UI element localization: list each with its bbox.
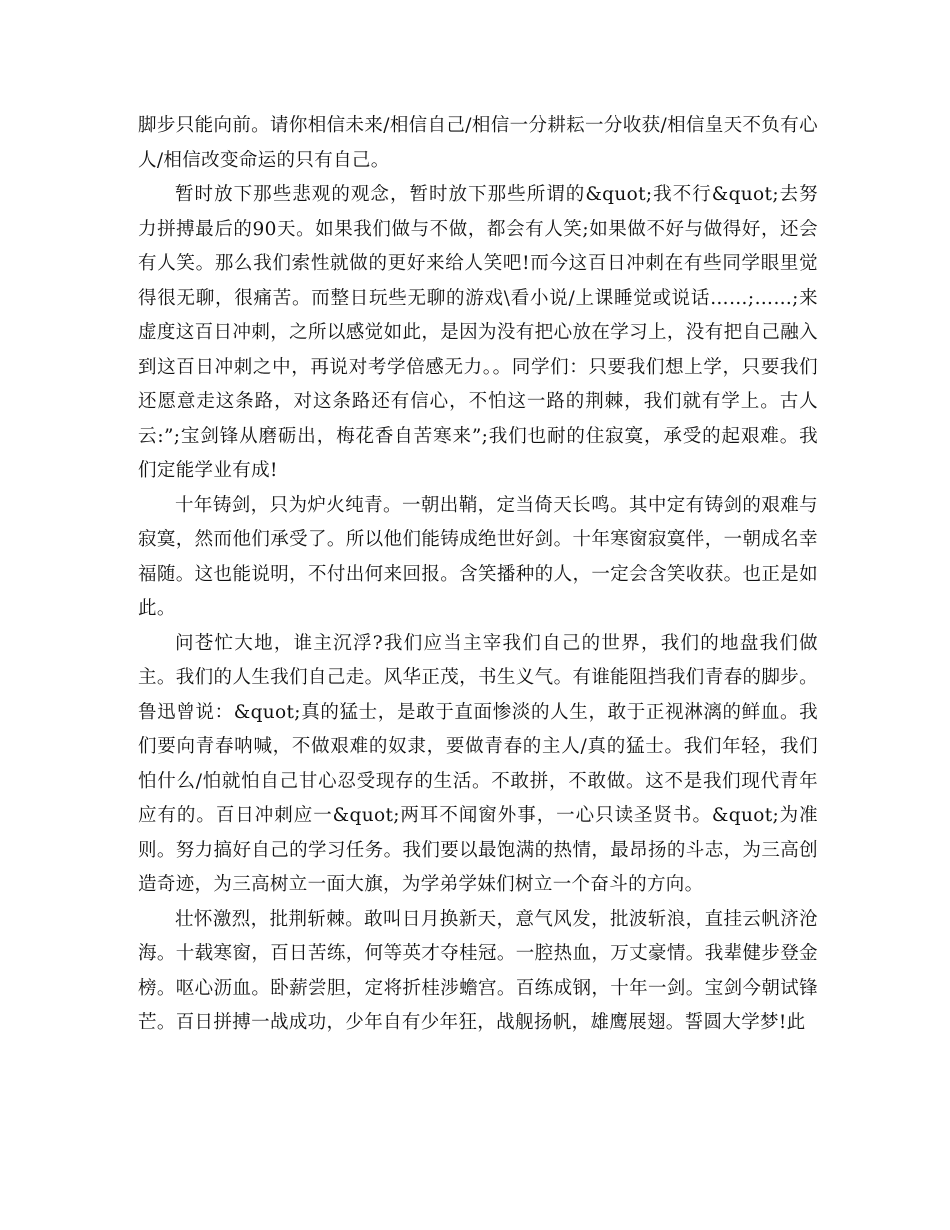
document-page [138,109,818,1041]
paragraph-4: 问苍忙大地，谁主沉浮?我们应当主宰我们自己的世界，我们的地盘我们做主。我们的人生我们自己走。风华正茂，书生义气。有谁能阻挡我们青春的脚步。鲁迅曾说：&quot;真的猛士，是敢于直面惨淡的人生，敢于正视淋漓的鲜血。我们要向青春呐喊，不做艰难的奴隶，要做青春的主人/真的猛士。我们年轻，我们怕什么/怕就怕自己甘心忍受现存的生活。不敢拼，不敢做。这不是我们现代青年应有的。百日冲刺应一&quot;两耳不闻窗外事，一心只读圣贤书。&quot;为准则。努力搞好自己的学习任务。我们要以最饱满的热情，最昂扬的斗志，为三高创造奇迹，为三高树立一面大旗，为学弟学妹们树立一个奋斗的方向。 [138,632,818,895]
paragraph-5: 壮怀激烈，批荆斩棘。敢叫日月换新天，意气风发，批波斩浪，直挂云帆济沧海。十载寒窗，百日苦练，何等英才夺桂冠。一腔热血，万丈豪情。我辈健步登金榜。呕心沥血。卧薪尝胆，定将折桂涉蟾宫。百练成钢，十年一剑。宝剑今朝试锋芒。百日拼搏一战成功，少年自有少年狂，战舰扬帆，雄鹰展翅。誓圆大学梦!此 [138,908,818,1033]
paragraph-2: 暂时放下那些悲观的观念，暂时放下那些所谓的&quot;我不行&quot;去努力拼搏最后的90天。如果我们做与不做，都会有人笑;如果做不好与做得好，还会有人笑。那么我们索性就做的更好来给人笑吧!而今这百日冲刺在有些同学眼里觉得很无聊，很痛苦。而整日玩些无聊的游戏\看小说/上课睡觉或说话……;……;来虚度这百日冲刺，之所以感觉如此，是因为没有把心放在学习上，没有把自己融入到这百日冲刺之中，再说对考学倍感无力。。同学们：只要我们想上学，只要我们还愿意走这条路，对这条路还有信心，不怕这一路的荆棘，我们就有学上。古人云:”;宝剑锋从磨砺出，梅花香自苦寒来”;我们也耐的住寂寞，承受的起艰难。我们定能学业有成! [138,184,818,481]
paragraph-3: 十年铸剑，只为炉火纯青。一朝出鞘，定当倚天长鸣。其中定有铸剑的艰难与寂寞，然而他们承受了。所以他们能铸成绝世好剑。十年寒窗寂寞伴，一朝成名幸福随。这也能说明，不付出何来回报。含笑播种的人，一定会含笑收获。也正是如此。 [138,494,818,619]
paragraph-1: 脚步只能向前。请你相信未来/相信自己/相信一分耕耘一分收获/相信皇天不负有心人/相信改变命运的只有自己。 [138,115,818,171]
